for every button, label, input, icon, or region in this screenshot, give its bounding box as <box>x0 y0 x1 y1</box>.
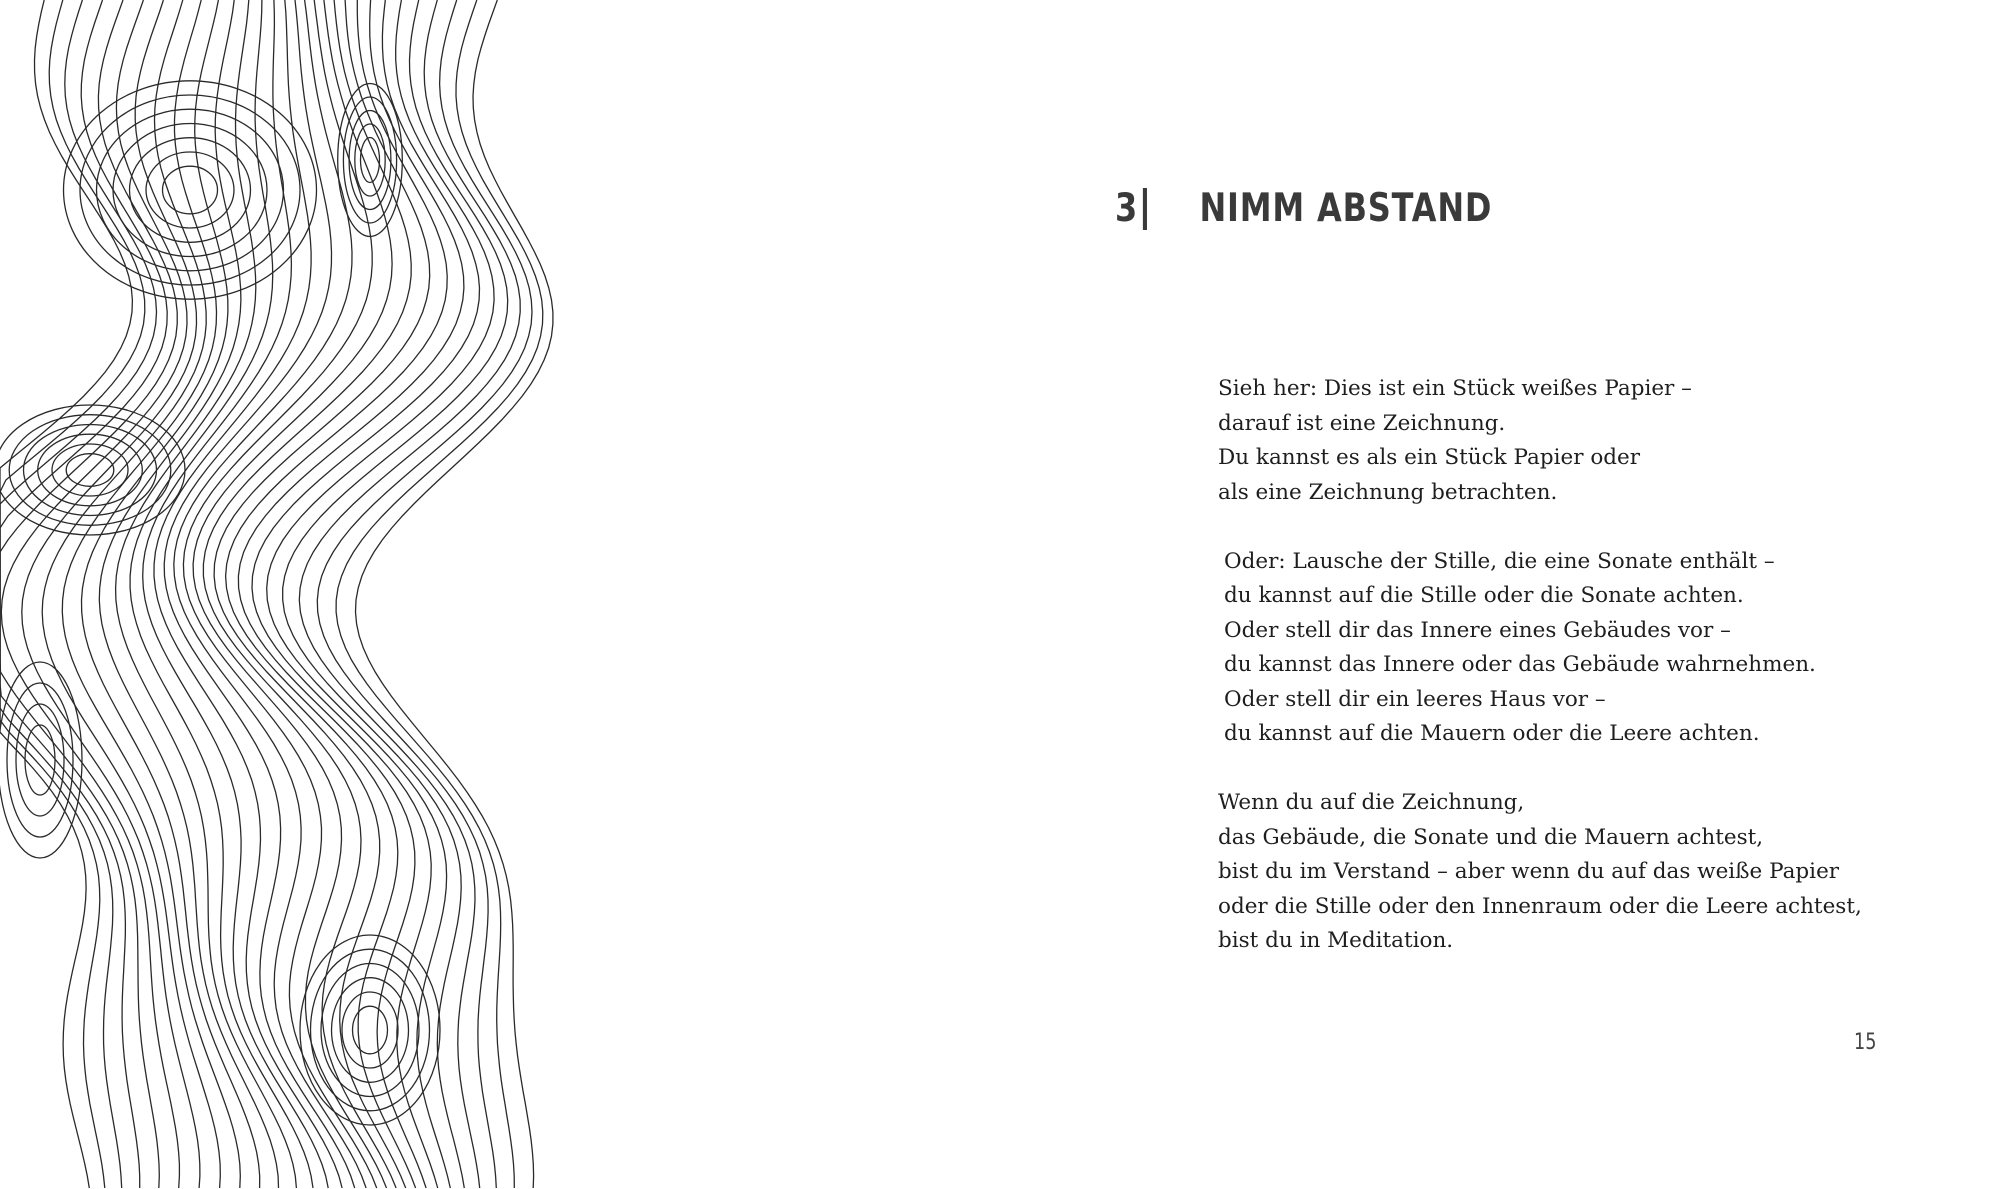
contour-line <box>0 0 132 1188</box>
contour-loop <box>25 725 55 795</box>
contour-loop <box>24 425 157 516</box>
chapter-title: NIMM ABSTAND <box>1199 186 1493 231</box>
poem-line: du kannst das Innere oder das Gebäude wahrnehmen. <box>1224 652 1816 677</box>
contour-loop <box>0 662 82 858</box>
stanza-1 <box>1218 372 1868 510</box>
contour-line <box>22 0 200 1188</box>
poem-line: Wenn du auf die Zeichnung, <box>1218 790 1525 815</box>
contour-loop <box>146 152 234 228</box>
contour-loop <box>338 84 403 237</box>
heading-divider-bar <box>1143 188 1147 230</box>
contour-loop <box>343 97 396 223</box>
stanza-3 <box>1218 786 1868 959</box>
contour-line <box>130 0 313 1188</box>
poem-text <box>1218 372 1868 993</box>
poem-line: du kannst auf die Stille oder die Sonate achten. <box>1224 583 1744 608</box>
contour-line <box>317 0 532 1188</box>
contour-line <box>82 0 260 1188</box>
contour-line <box>226 0 448 1188</box>
poem-line: das Gebäude, die Sonate und die Mauern achtest, <box>1218 824 1764 850</box>
contour-line <box>252 0 480 1188</box>
poem-line: oder die Stille oder den Innenraum oder die Leere achtest, <box>1218 893 1862 919</box>
poem-line: Oder stell dir das Innere eines Gebäudes vor – <box>1224 617 1731 643</box>
contour-line <box>0 0 167 1188</box>
chapter-number: 3 <box>1115 186 1139 231</box>
poem-line: Du kannst es als ein Stück Papier oder <box>1218 445 1641 470</box>
poem-line: als eine Zeichnung betrachten. <box>1218 479 1558 505</box>
poem-line: bist du im Verstand – aber wenn du auf das weiße Papier <box>1218 859 1840 884</box>
poem-line: darauf ist eine Zeichnung. <box>1218 410 1506 436</box>
poem-line: Oder: Lausche der Stille, die eine Sonate enthält – <box>1224 548 1775 574</box>
contour-line <box>0 0 177 1188</box>
page-number: 15 <box>1854 1030 1877 1055</box>
contour-loop <box>342 992 398 1068</box>
contour-loop <box>321 964 419 1097</box>
contour-line <box>154 0 342 1188</box>
poem-line: bist du in Meditation. <box>1218 928 1454 953</box>
contour-line <box>1 0 187 1188</box>
contour-line <box>299 0 520 1188</box>
contour-line <box>116 0 297 1188</box>
contour-line <box>0 0 145 1188</box>
contour-line-wave-illustration <box>0 0 600 1189</box>
contour-loop <box>355 124 385 196</box>
stanza-2 <box>1218 545 1868 752</box>
poem-line: Sieh her: Dies ist ein Stück weißes Papier – <box>1218 376 1692 401</box>
contour-loop <box>38 434 143 506</box>
contour-loop <box>113 124 267 257</box>
contour-line <box>99 0 278 1188</box>
contour-loop <box>16 704 64 816</box>
poem-line: du kannst auf die Mauern oder die Leere achten. <box>1224 721 1760 746</box>
poem-line: Oder stell dir ein leeres Haus vor – <box>1224 686 1606 712</box>
contour-loop <box>130 138 251 243</box>
contour-loop <box>64 81 317 299</box>
